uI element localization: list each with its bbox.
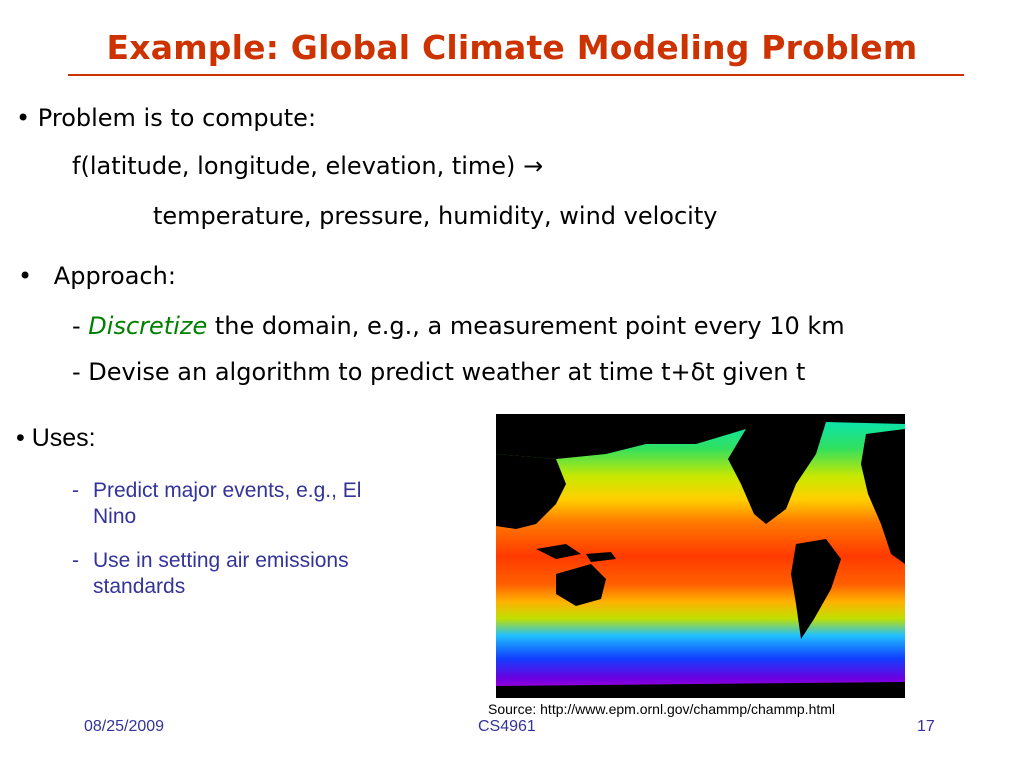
bullet-approach	[18, 262, 176, 290]
algorithm-text-start: - Devise an algorithm to predict weather at time t+	[72, 358, 691, 386]
approach-item-rest: the domain, e.g., a measurement point every 10 km	[207, 312, 845, 340]
bullet-icon: •	[16, 424, 25, 452]
sst-map-graphic	[496, 414, 905, 698]
bullet-approach-text: Approach:	[53, 262, 176, 290]
footer-date: 08/25/2009	[84, 718, 165, 735]
ocean-temperature-map-image	[496, 414, 905, 698]
right-arrow-icon: →	[523, 152, 544, 180]
approach-item-discretize	[72, 312, 845, 340]
function-text: f(latitude, longitude, elevation, time)	[72, 152, 516, 180]
dash-marker: -	[72, 549, 79, 572]
footer-course: CS4961	[478, 718, 536, 735]
bullet-problem	[16, 104, 316, 132]
approach-item-algorithm	[72, 358, 805, 386]
footer-page-number: 17	[917, 718, 935, 735]
uses-item-text: Predict major events, e.g., El Nino	[93, 479, 362, 528]
image-source-citation: Source: http://www.epm.ornl.gov/chammp/chammp.html	[488, 701, 836, 717]
approach-item-prefix: -	[72, 312, 89, 340]
bullet-icon: •	[16, 104, 31, 132]
bullet-uses-text: Uses:	[31, 424, 96, 452]
slide-title: Example: Global Climate Modeling Problem	[106, 28, 918, 67]
function-line	[72, 152, 543, 180]
uses-item-text: Use in setting air emissions standards	[93, 549, 349, 598]
bullet-uses	[16, 424, 96, 453]
algorithm-text-end: t given t	[705, 358, 806, 386]
dash-marker: -	[72, 479, 79, 502]
delta-symbol: δ	[690, 358, 706, 386]
outputs-line: temperature, pressure, humidity, wind velocity	[153, 202, 718, 230]
title-underline	[68, 74, 964, 76]
bullet-problem-text: Problem is to compute:	[37, 104, 317, 132]
bullet-icon: •	[18, 262, 33, 290]
discretize-emphasis: Discretize	[88, 312, 208, 340]
